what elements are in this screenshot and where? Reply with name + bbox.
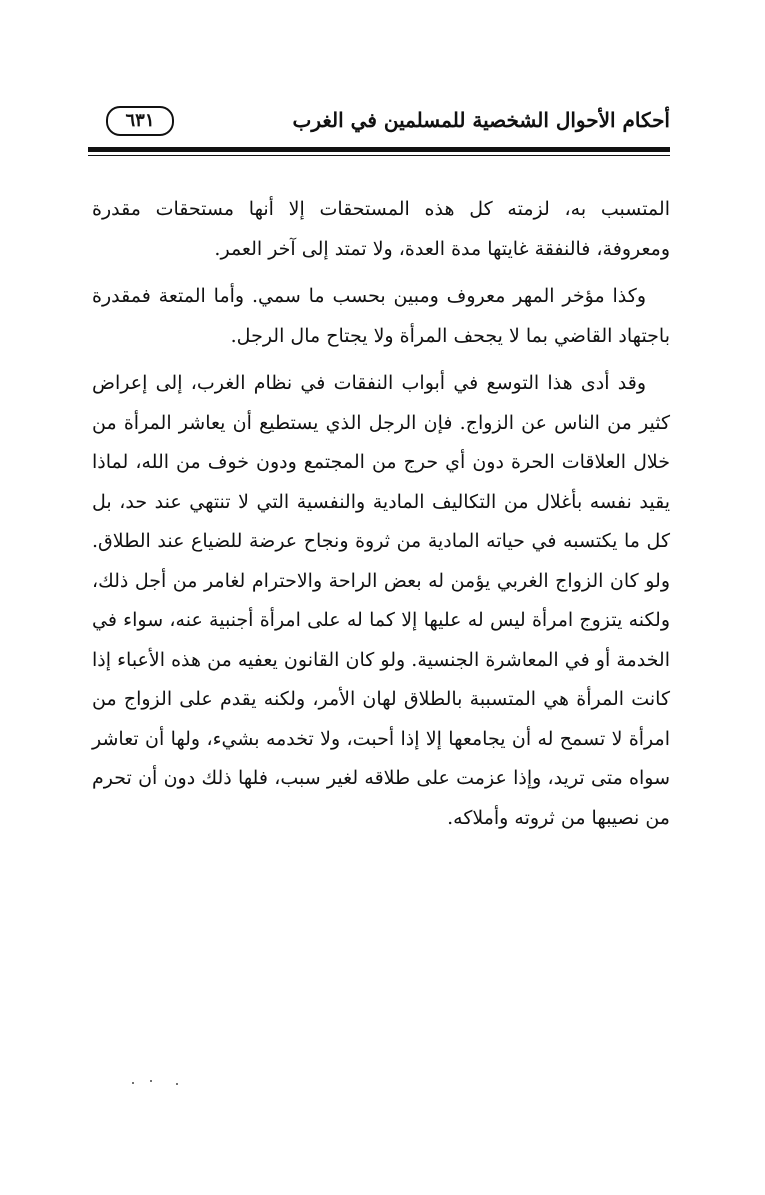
- header-rule-thick: [88, 147, 670, 152]
- body-text: [92, 190, 670, 846]
- page-number-badge: ٦٣١: [106, 106, 174, 136]
- paragraph-1: المتسبب به، لزمته كل هذه المستحقات إلا أنها مستحقات مقدرة ومعروفة، فالنفقة غايتها مدة العدة، ولا تمتد إلى آخر العمر.: [92, 198, 670, 260]
- scan-specks: [130, 1080, 210, 1086]
- speck: [132, 1082, 134, 1084]
- paragraph-3: وقد أدى هذا التوسع في أبواب النفقات في نظام الغرب، إلى إعراض كثير من الناس عن الزواج. فإن الرجل الذي يستطيع أن يعاشر المرأة من خلال العلاقات الحرة دون أي حرج من المجتمع ودون خوف من الله، لماذا يقيد نفسه بأغلال من التكاليف المادية والنفسية التي لا تنتهي عند حد، بل كل ما يكتسبه في حياته المادية من ثروة ونجاح عرضة للضياع عند الطلاق. ولو كان الزواج الغربي يؤمن له بعض الراحة والاحترام لغامر من أجل ذلك، ولكنه يتزوج امرأة ليس له عليها إلا كما له على امرأة أجنبية عنه، سواء في الخدمة أو في المعاشرة الجنسية. ولو كان القانون يعفيه من هذه الأعباء إذا كانت المرأة هي المتسببة بالطلاق لهان الأمر، ولكنه يقدم على الزواج من امرأة لا تسمح له أن يجامعها إلا إذا أحبت، ولا تخدمه بشيء، ولها أن تعاشر سواه متى تريد، وإذا عزمت على طلاقه لغير سبب، فلها ذلك دون أن تحرم من نصيبها من ثروته وأملاكه.: [92, 372, 670, 829]
- paragraph-2: وكذا مؤخر المهر معروف ومبين بحسب ما سمي. وأما المتعة فمقدرة باجتهاد القاضي بما لا يجحف المرأة ولا يجتاح مال الرجل.: [92, 285, 670, 347]
- speck: [150, 1080, 152, 1082]
- header-rule-thin: [88, 155, 670, 156]
- speck: [176, 1083, 178, 1085]
- page-header: [88, 100, 670, 146]
- running-title: أحكام الأحوال الشخصية للمسلمين في الغرب: [292, 108, 670, 132]
